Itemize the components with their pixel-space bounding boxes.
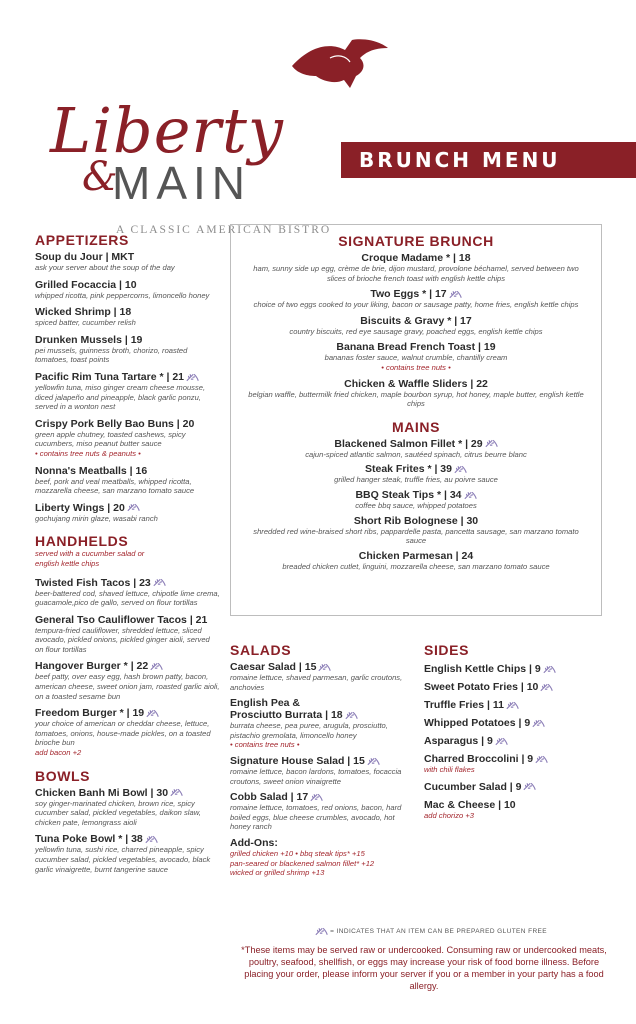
menu-item-name-text: Short Rib Bolognese | 30 — [353, 514, 479, 527]
menu-item — [35, 251, 220, 273]
menu-item — [424, 663, 614, 675]
menu-item-name — [245, 550, 587, 562]
menu-item-name — [35, 833, 220, 845]
wheat-crossed-icon — [485, 439, 498, 448]
menu-item-description: burrata cheese, pea puree, arugula, prosciutto, pistachio gremolata, limoncello honey — [230, 721, 388, 740]
wheat-crossed-icon — [170, 788, 183, 797]
menu-item-name-text: Caesar Salad | 15 — [230, 661, 317, 673]
menu-item-name — [424, 781, 614, 793]
wheat-crossed-icon — [318, 663, 331, 672]
menu-item-note: • contains tree nuts & peanuts • — [35, 448, 141, 458]
menu-item-name-text: Signature House Salad | 15 — [230, 754, 365, 767]
menu-item — [245, 341, 587, 372]
menu-item-note: • contains tree nuts • — [230, 740, 300, 750]
menu-item-description: whipped ricotta, pink peppercorns, limoncello honey — [35, 290, 210, 300]
addon-line-1: grilled chicken +10 • bbq steak tips* +15 — [230, 848, 365, 858]
menu-item — [424, 681, 614, 693]
menu-item-name-text: Croque Madame * | 18 — [361, 252, 471, 264]
wheat-crossed-icon — [535, 755, 548, 764]
logo-tagline: A CLASSIC AMERICAN BISTRO — [116, 224, 332, 236]
wheat-crossed-icon — [540, 683, 553, 692]
menu-item-description: beef, pork and veal meatballs, whipped ricotta, mozzarella cheese, san marzano tomato sauce — [35, 476, 195, 496]
menu-item-name-text: Freedom Burger * | 19 — [35, 707, 145, 720]
food-safety-disclaimer: *These items may be served raw or undercooked. Consuming raw or undercooked meats, poultry, seafood, shellfish, or eggs may increase your risk of food borne illness. Before placing your order, please inform your server if you or a member in your party has a food allergy. — [241, 945, 607, 991]
menu-item-name — [424, 735, 614, 747]
menu-item — [35, 334, 220, 365]
menu-item-description: romaine lettuce, bacon lardons, tomatoes, focaccia croutons, sweet onion vinaigrette — [230, 766, 402, 786]
menu-item-name — [424, 717, 614, 729]
menu-item-name — [35, 306, 220, 318]
menu-item-description: soy ginger-marinated chicken, brown rice, spicy cucumber salad, pickled vegetables, daikon slaw, chicken pate, lemongrass aioli — [35, 798, 201, 827]
menu-item — [230, 791, 415, 832]
menu-item — [245, 489, 587, 511]
signature-title: SIGNATURE BRUNCH — [338, 233, 494, 249]
menu-item-name-text: Blackened Salmon Fillet * | 29 — [334, 437, 483, 450]
eagle-icon — [290, 36, 390, 96]
salads-column — [230, 642, 415, 878]
menu-item-name — [424, 799, 614, 811]
menu-item — [35, 577, 220, 608]
handhelds-subtitle: served with a cucumber salad or english kettle chips — [35, 549, 145, 568]
menu-item — [35, 306, 220, 328]
menu-item — [35, 787, 220, 828]
menu-item-name-text: Charred Broccolini | 9 — [424, 753, 534, 765]
menu-item-name — [245, 438, 587, 450]
menu-item-description: grilled hanger steak, truffle fries, au poivre sauce — [334, 475, 498, 485]
menu-item-name — [35, 660, 220, 672]
menu-item-name — [245, 378, 587, 390]
menu-item-name-text: Mac & Cheese | 10 — [424, 798, 516, 811]
signature-box — [230, 224, 602, 616]
wheat-crossed-icon — [495, 737, 508, 746]
addon-line-3: wicked or grilled shrimp +13 — [230, 868, 325, 878]
menu-item-name — [35, 707, 220, 719]
menu-item-name-text: Hangover Burger * | 22 — [35, 660, 149, 673]
menu-item-name-text: Prosciutto Burrata | 18 — [230, 709, 343, 722]
menu-item — [424, 753, 614, 775]
sides-column — [424, 642, 614, 826]
menu-item-description: yellowfin tuna, miso ginger cream cheese mousse, diced jalapeño and pineapple, black garlic ponzu, served in a wonton nest — [35, 382, 206, 412]
menu-item-name-text: Asparagus | 9 — [424, 735, 493, 747]
bowls-title: BOWLS — [35, 767, 91, 784]
addons-title: Add-Ons: — [230, 836, 278, 849]
menu-item-name — [35, 334, 220, 346]
menu-item — [245, 378, 587, 409]
menu-item — [245, 463, 587, 485]
signature-list — [231, 252, 601, 409]
menu-item — [245, 252, 587, 283]
menu-item-name-text: Soup du Jour | MKT — [35, 251, 135, 263]
menu-item-name-text: Steak Frites * | 39 — [365, 463, 452, 476]
menu-item-name — [35, 279, 220, 291]
handhelds-list — [35, 577, 220, 758]
menu-item-description: ham, sunny side up egg, crème de brie, dijon mustard, provolone béchamel, served between two slices of brioche french toast with english kettle chips — [253, 264, 579, 283]
logo-main-text: MAIN — [112, 157, 251, 209]
menu-item-description: your choice of american or cheddar cheese, lettuce, tomatoes, onions, house-made pickles, on a toasted brioche bun — [35, 719, 211, 748]
menu-item-description: tempura-fried cauliflower, shredded lettuce, sliced avocado, pickled onions, pickled ginger aioli, served on flour tortillas — [35, 625, 210, 654]
wheat-crossed-icon — [186, 373, 199, 382]
wheat-crossed-icon — [454, 465, 467, 474]
wheat-crossed-icon — [543, 665, 556, 674]
logo-ampersand: & — [82, 154, 118, 200]
menu-item-name-text: Wicked Shrimp | 18 — [35, 306, 132, 319]
wheat-crossed-icon — [532, 719, 545, 728]
menu-item-description: ask your server about the soup of the day — [35, 263, 175, 272]
menu-item — [35, 418, 220, 459]
wheat-crossed-icon — [315, 927, 328, 936]
wheat-crossed-icon — [345, 711, 358, 720]
menu-item-name-text: Truffle Fries | 11 — [424, 699, 504, 711]
menu-item-name — [230, 697, 415, 721]
menu-item-name-text: Twisted Fish Tacos | 23 — [35, 576, 151, 589]
menu-item-name-text: Chicken & Waffle Sliders | 22 — [344, 377, 488, 390]
menu-item-name-text: Cobb Salad | 17 — [230, 791, 309, 804]
wheat-crossed-icon — [153, 578, 166, 587]
bowls-list — [35, 787, 220, 875]
menu-item-name-text: Tuna Poke Bowl * | 38 — [35, 833, 143, 846]
menu-item-name — [35, 465, 220, 477]
menu-item-name — [245, 515, 587, 527]
wheat-crossed-icon — [449, 290, 462, 299]
wheat-crossed-icon — [127, 503, 140, 512]
menu-item-name-text: Banana Bread French Toast | 19 — [336, 341, 496, 354]
menu-item-name-text: Chicken Banh Mi Bowl | 30 — [35, 786, 169, 799]
menu-item-name — [230, 791, 415, 803]
wheat-crossed-icon — [367, 757, 380, 766]
menu-item-name — [424, 663, 614, 675]
menu-item — [35, 660, 220, 701]
menu-item-name — [35, 577, 220, 589]
wheat-crossed-icon — [146, 709, 159, 718]
menu-item — [245, 438, 587, 460]
menu-item — [424, 717, 614, 729]
menu-item-note: add bacon +2 — [35, 748, 82, 758]
menu-item — [35, 465, 220, 496]
menu-item — [230, 697, 415, 750]
menu-item-name-text: Chicken Parmesan | 24 — [358, 549, 474, 562]
menu-item-name — [245, 252, 587, 264]
mains-title: MAINS — [391, 418, 441, 435]
menu-item — [35, 371, 220, 412]
menu-item-description: green apple chutney, toasted cashews, spicy cucumbers, miso peanut butter sauce — [35, 429, 186, 449]
menu-item-name-text: Nonna's Meatballs | 16 — [35, 464, 148, 477]
menu-item — [230, 661, 415, 692]
left-column — [35, 232, 220, 880]
appetizers-title: APPETIZERS — [35, 232, 129, 248]
menu-item-description: beer-battered cod, shaved lettuce, chipotle lime crema, guacamole,pico de gallo, served on flour tortillas — [35, 588, 220, 608]
menu-item-name — [424, 681, 614, 693]
menu-item-note: • contains tree nuts • — [381, 362, 451, 372]
menu-item-name — [245, 315, 587, 327]
menu-item-name-text: BBQ Steak Tips * | 34 — [355, 488, 462, 501]
menu-item-name — [230, 755, 415, 767]
menu-item-description: beef patty, over easy egg, hash brown patty, bacon, american cheese, sweet onion jam, roasted garlic aioli, on a toasted sesame bun — [35, 672, 220, 701]
menu-item-description: bananas foster sauce, walnut crumble, chantilly cream — [324, 353, 508, 363]
wheat-crossed-icon — [310, 793, 323, 802]
menu-item-name-text: Crispy Pork Belly Bao Buns | 20 — [35, 417, 195, 430]
menu-item-note: with chili flakes — [424, 765, 475, 774]
gluten-free-legend-text: = INDICATES THAT AN ITEM CAN BE PREPARED GLUTEN FREE — [330, 928, 548, 936]
menu-item-name — [245, 288, 587, 300]
menu-item-description: belgian waffle, buttermilk fried chicken, maple bourbon syrup, hot honey, maple butter, english kettle chips — [248, 389, 584, 409]
menu-item-name-text: English Kettle Chips | 9 — [424, 663, 541, 675]
wheat-crossed-icon — [145, 835, 158, 844]
menu-item — [424, 699, 614, 711]
menu-item-name-text: General Tso Cauliflower Tacos | 21 — [35, 613, 208, 626]
menu-item-name — [424, 699, 614, 711]
menu-item — [245, 515, 587, 546]
appetizers-list — [35, 251, 220, 523]
menu-item-name — [230, 661, 415, 673]
salads-list — [230, 661, 415, 832]
menu-item-name — [424, 753, 614, 765]
menu-item-description: romaine lettuce, tomatoes, red onions, bacon, hard boiled eggs, blue cheese crumbles, avocado, hot honey ranch — [230, 803, 402, 832]
wheat-crossed-icon — [464, 491, 477, 500]
menu-item-description: cajun-spiced atlantic salmon, sautéed spinach, citrus beurre blanc — [305, 449, 527, 459]
menu-item-name — [35, 614, 220, 626]
menu-item-name-text: Drunken Mussels | 19 — [35, 333, 143, 346]
menu-item-name — [35, 371, 220, 383]
menu-item-name-text: Pacific Rim Tuna Tartare * | 21 — [35, 370, 185, 383]
menu-item-description: spiced batter, cucumber relish — [35, 318, 136, 328]
menu-item-name — [35, 251, 220, 263]
salads-title: SALADS — [230, 642, 292, 658]
menu-item — [245, 288, 587, 310]
menu-item-description: romaine lettuce, shaved parmesan, garlic croutons, anchovies — [230, 673, 403, 692]
menu-item — [35, 502, 220, 524]
menu-item — [424, 799, 614, 821]
menu-item — [424, 735, 614, 747]
gluten-free-legend — [230, 927, 630, 936]
menu-item — [245, 315, 587, 337]
menu-item — [35, 707, 220, 757]
menu-item-description: choice of two eggs cooked to your liking, bacon or sausage patty, home fries, english kettle chips — [253, 300, 579, 310]
menu-item-name-text: Biscuits & Gravy * | 17 — [360, 314, 472, 327]
menu-item-name-text: Grilled Focaccia | 10 — [35, 278, 137, 291]
mains-list — [231, 438, 601, 572]
menu-item — [35, 833, 220, 874]
brunch-menu-banner: BRUNCH MENU — [341, 142, 636, 178]
menu-item-description: gochujang mirin glaze, wasabi ranch — [35, 513, 158, 523]
menu-item-name-text: Whipped Potatoes | 9 — [424, 717, 531, 729]
menu-item-description: breaded chicken cutlet, linguini, mozzarella cheese, san marzano tomato sauce — [282, 561, 550, 571]
menu-item-description: coffee bbq sauce, whipped potatoes — [355, 500, 477, 510]
sides-title: SIDES — [424, 642, 470, 658]
menu-item-name — [245, 341, 587, 353]
menu-item-name — [245, 463, 587, 475]
wheat-crossed-icon — [506, 701, 519, 710]
menu-item-name — [35, 787, 220, 799]
menu-item-name — [245, 489, 587, 501]
wheat-crossed-icon — [150, 662, 163, 671]
menu-item-name-text: English Pea & — [230, 697, 301, 710]
menu-item-name-text: Two Eggs * | 17 — [370, 288, 447, 301]
menu-item — [35, 279, 220, 301]
logo-script-text: Liberty — [50, 94, 284, 167]
menu-item — [245, 550, 587, 572]
menu-item-description: country biscuits, red eye sausage gravy, poached eggs, english kettle chips — [289, 326, 543, 336]
wheat-crossed-icon — [523, 782, 536, 791]
menu-item-name — [35, 418, 220, 430]
menu-item-name-text: Liberty Wings | 20 — [35, 501, 125, 514]
menu-item-name-text: Sweet Potato Fries | 10 — [424, 681, 539, 693]
menu-item-name-text: Cucumber Salad | 9 — [424, 780, 522, 793]
menu-item-description: yellowfin tuna, sushi rice, charred pineapple, spicy cucumber salad, pickled vegetables, avocado, black garlic vinaigrette, burnt tangerine sauce — [35, 845, 211, 874]
menu-item — [424, 781, 614, 793]
sides-list — [424, 663, 614, 820]
menu-item-description: pei mussels, guinness broth, chorizo, roasted tomatoes, toast points — [35, 345, 188, 365]
handhelds-title: HANDHELDS — [35, 533, 129, 550]
menu-item — [230, 755, 415, 786]
menu-item-description: shredded red wine-braised short ribs, pappardelle pasta, pancetta sausage, san marzano tomato sauce — [253, 526, 579, 546]
menu-item-name — [35, 502, 220, 514]
menu-item-note: add chorizo +3 — [424, 810, 475, 820]
addon-line-2: pan-seared or blackened salmon fillet* +12 — [230, 858, 375, 868]
menu-item — [35, 614, 220, 655]
